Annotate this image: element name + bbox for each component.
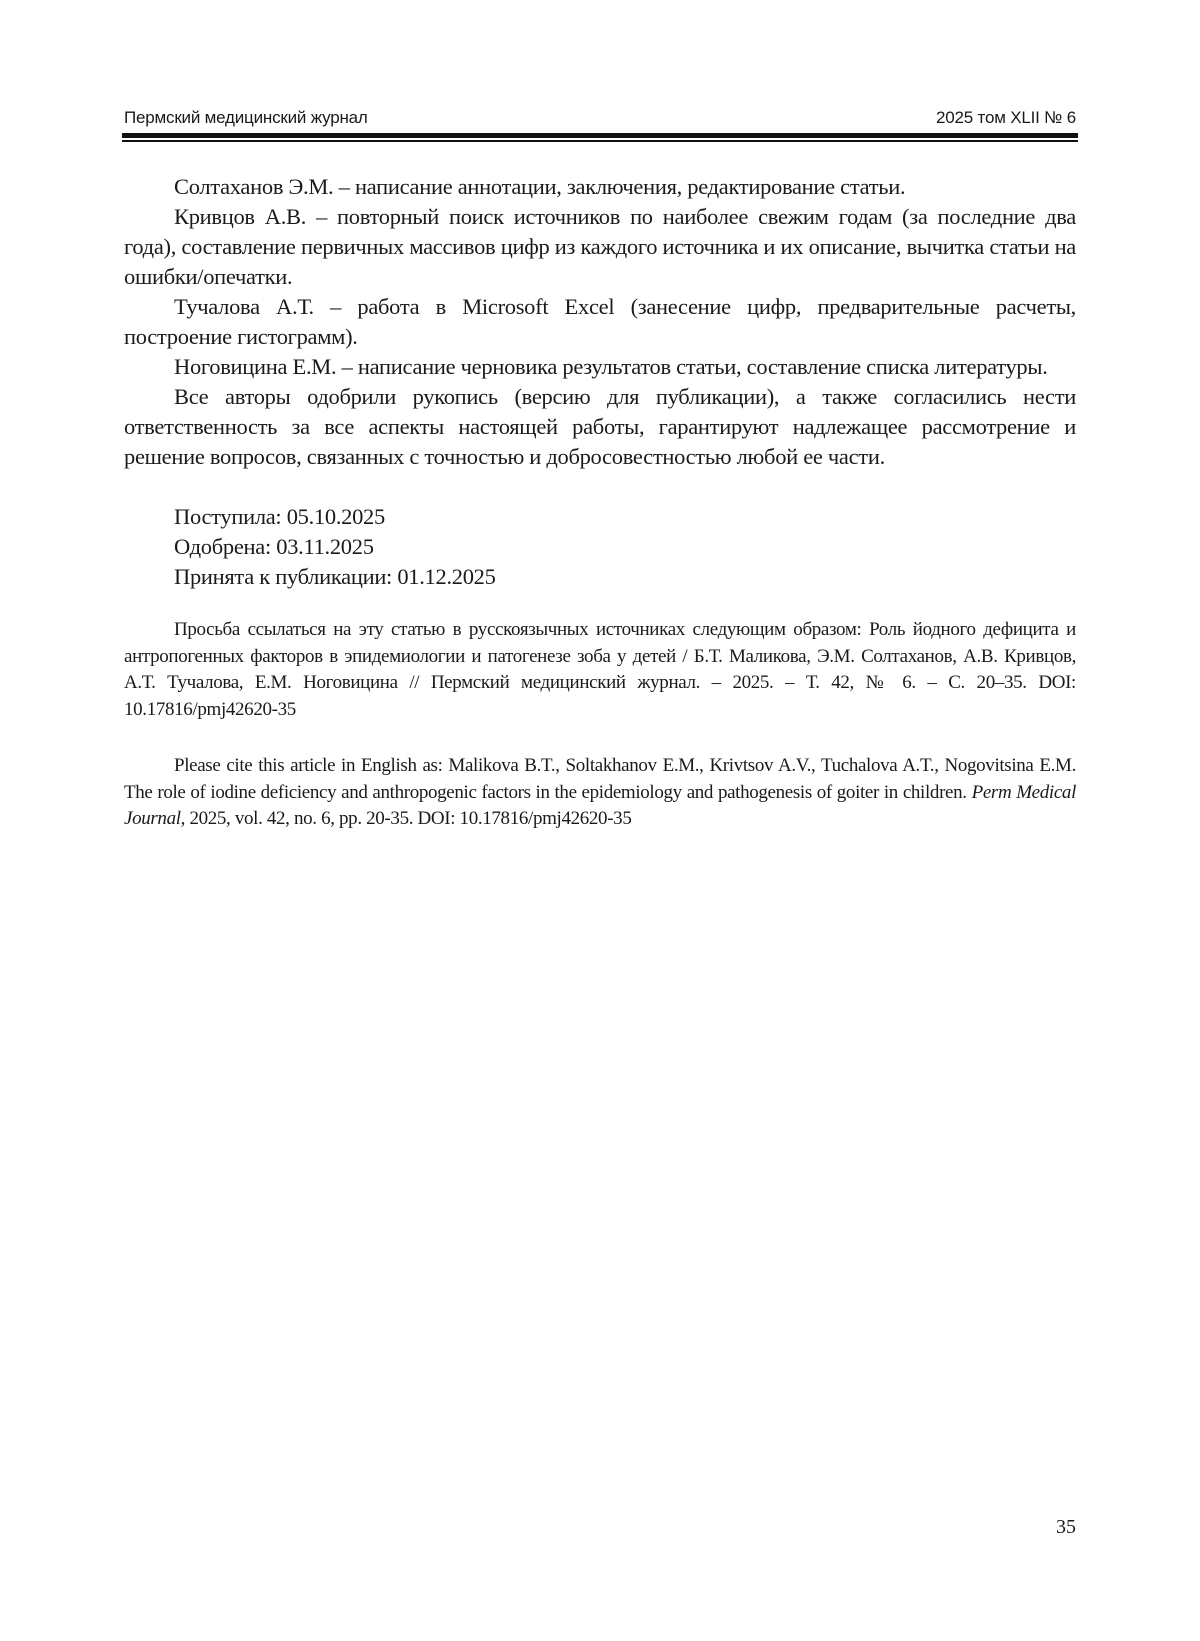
contribution-paragraph: Кривцов А.В. – повторный поиск источников по наиболее свежим годам (за последние два года), составление первичных массивов цифр из каждого источника и их описание, вычитка статьи на ошибки/опечатки. <box>124 204 1076 289</box>
header-rule-thin <box>122 140 1078 142</box>
citation-english <box>124 753 1076 833</box>
approved-date: Одобрена: 03.11.2025 <box>174 534 374 559</box>
received-date: Поступила: 05.10.2025 <box>174 504 385 529</box>
approval-statement: Все авторы одобрили рукопись (версию для публикации), а также согласились нести ответственность за все аспекты настоящей работы, гарантируют надлежащее рассмотрение и решение вопросов, связанных с точностью и добросовестностью любой ее части. <box>124 384 1076 469</box>
page-number: 35 <box>1056 1516 1076 1538</box>
journal-title: Пермский медицинский журнал <box>124 108 368 127</box>
citation-russian <box>124 617 1076 723</box>
citation-en-after: , 2025, vol. 42, no. 6, pp. 20-35. DOI: 10.17816/pmj42620-35 <box>180 808 632 829</box>
contribution-paragraph: Ноговицина Е.М. – написание черновика результатов статьи, составление списка литературы. <box>174 354 1048 379</box>
accepted-date: Принята к публикации: 01.12.2025 <box>174 564 496 589</box>
article-content <box>124 172 1076 833</box>
contribution-paragraph: Тучалова А.Т. – работа в Microsoft Excel (занесение цифр, предварительные расчеты, построение гистограмм). <box>124 294 1076 349</box>
citation-ru-text: Просьба ссылаться на эту статью в русскоязычных источниках следующим образом: Роль йодного дефицита и антропогенных факторов в эпидемиологии и патогенезе зоба у детей / Б.Т. Маликова, Э.М. Солтаханов, А.В. Кривцов, А.Т. Тучалова, Е.М. Ноговицина // Пермский медицинский журнал. – 2025. – Т. 42, № 6. – С. 20–35. DOI: 10.17816/pmj42620-35 <box>124 619 1076 720</box>
header-rule-thick <box>122 133 1078 138</box>
issue-info: 2025 том XLII № 6 <box>936 108 1076 127</box>
citation-en-before: Please cite this article in English as: Malikova B.T., Soltakhanov E.M., Krivtsov A.V., Tuchalova A.T., Nogovitsina E.M. The role of iodine deficiency and anthropogenic factors in the epidemiology and pathogenesis of goiter in children. <box>124 755 1076 803</box>
author-contributions <box>124 172 1076 472</box>
contribution-paragraph: Солтаханов Э.М. – написание аннотации, заключения, редактирование статьи. <box>174 174 906 199</box>
citation-en-journal: Perm Medical Journal <box>124 781 1076 829</box>
article-dates <box>124 502 1076 592</box>
running-header <box>124 108 1076 132</box>
citation-en-text <box>124 753 1076 833</box>
